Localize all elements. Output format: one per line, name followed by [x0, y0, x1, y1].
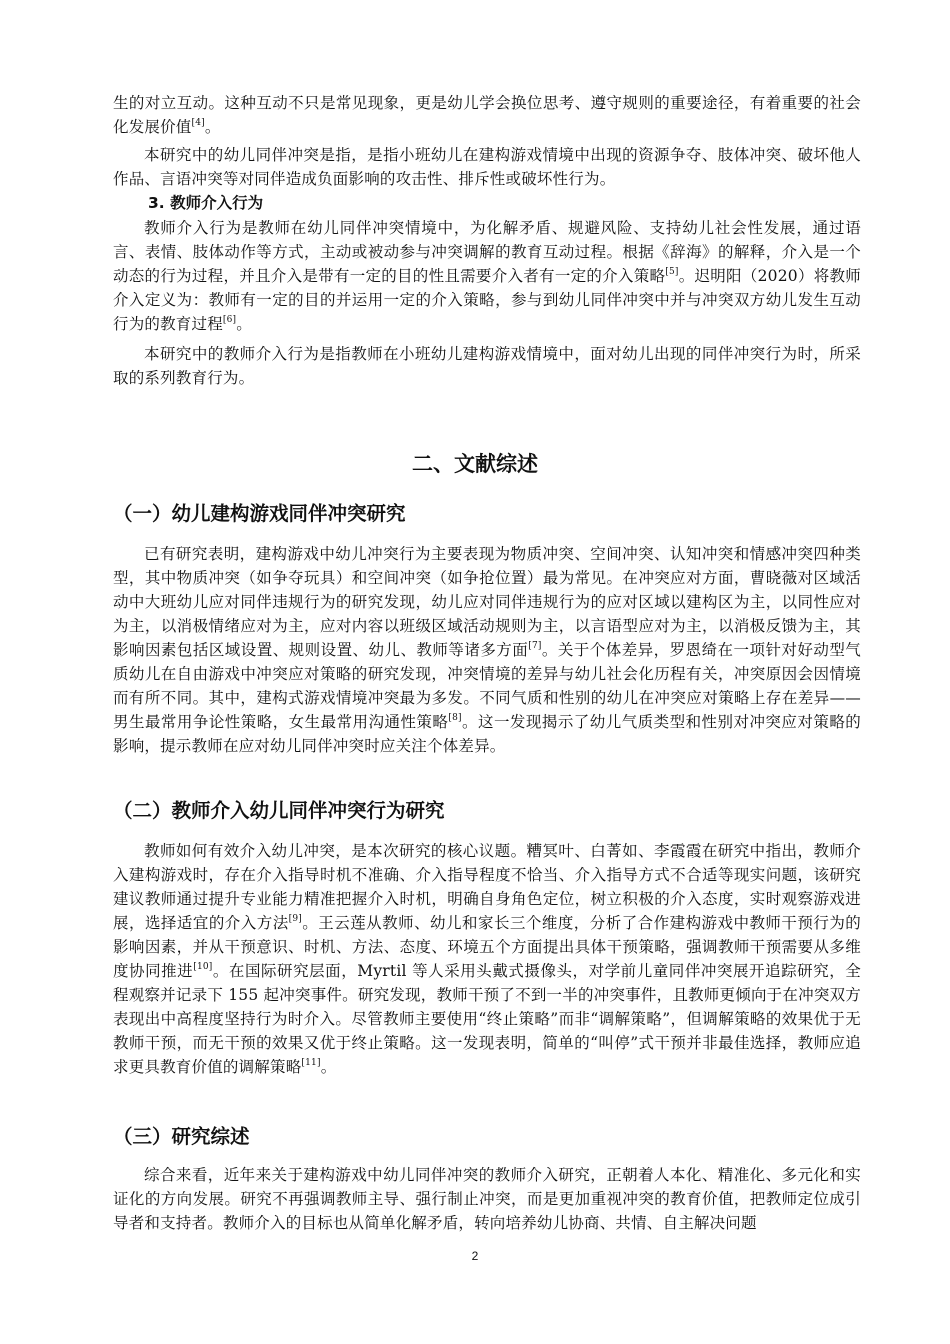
paragraph-conflict-value: 生的对立互动。这种互动不只是常见现象，更是幼儿学会换位思考、遵守规则的重要途径，有着重要的社会化发展价值[4]。	[113, 94, 861, 136]
heading-teacher-intervention: 3. 教师介入行为	[148, 194, 264, 212]
citation-11[interactable]: [11]	[301, 1058, 321, 1068]
citation-10[interactable]: [10]	[193, 962, 213, 972]
section-title-2: （二）教师介入幼儿同伴冲突行为研究	[113, 799, 445, 822]
paragraph-section-1: 已有研究表明，建构游戏中幼儿冲突行为主要表现为物质冲突、空间冲突、认知冲突和情感冲突四种类型，其中物质冲突（如争夺玩具）和空间冲突（如争抢位置）最为常见。在冲突应对方面，曹晓薇对区域活动中大班幼儿应对同伴违规行为的研究发现，幼儿应对同伴违规行为的应对区域以建构区为主，以同性应对为主，以消极情绪应对为主，应对内容以班级区域活动规则为主，以言语型应对为主，以消极反馈为主，其影响因素包括区域设置、规则设置、幼儿、教师等诸多方面[7]。关于个体差异，罗恩绮在一项针对好动型气质幼儿在自由游戏中冲突应对策略的研究发现，冲突情境的差异与幼儿社会化历程有关，冲突原因会因情境而有所不同。其中，建构式游戏情境冲突最为多发。不同气质和性别的幼儿在冲突应对策略上存在差异——男生最常用争论性策略，女生最常用沟通性策略[8]。这一发现揭示了幼儿气质类型和性别对冲突应对策略的影响，提示教师在应对幼儿同伴冲突时应关注个体差异。	[113, 545, 861, 755]
page-number: 2	[471, 1249, 479, 1263]
citation-8[interactable]: [8]	[448, 713, 462, 723]
paragraph-intervention-definition: 教师介入行为是教师在幼儿同伴冲突情境中，为化解矛盾、规避风险、支持幼儿社会性发展，通过语言、表情、肢体动作等方式，主动或被动参与冲突调解的教育互动过程。根据《辞海》的解释，介入是一个动态的行为过程，并且介入是带有一定的目的性且需要介入者有一定的介入策略[5]。迟明阳（2020）将教师介入定义为：教师有一定的目的并运用一定的介入策略，参与到幼儿同伴冲突中并与冲突双方幼儿发生互动行为的教育过程[6]。	[113, 219, 861, 333]
section-title-1: （一）幼儿建构游戏同伴冲突研究	[113, 502, 406, 525]
paragraph-conflict-definition: 本研究中的幼儿同伴冲突是指，是指小班幼儿在建构游戏情境中出现的资源争夺、肢体冲突、破坏他人作品、言语冲突等对同伴造成负面影响的攻击性、排斥性或破坏性行为。	[113, 146, 861, 188]
citation-6[interactable]: [6]	[222, 315, 237, 325]
citation-7[interactable]: [7]	[528, 641, 542, 651]
citation-5[interactable]: [5]	[665, 267, 679, 277]
paragraph-section-3: 综合来看，近年来关于建构游戏中幼儿同伴冲突的教师介入研究，正朝着人本化、精准化、多元化和实证化的方向发展。研究不再强调教师主导、强行制止冲突，而是更加重视冲突的教育价值，把教师定位成引导者和支持者。教师介入的目标也从简单化解矛盾，转向培养幼儿协商、共情、自主解决问题	[113, 1166, 861, 1232]
paragraph-intervention-scope: 本研究中的教师介入行为是指教师在小班幼儿建构游戏情境中，面对幼儿出现的同伴冲突行为时，所采取的系列教育行为。	[113, 345, 861, 387]
paragraph-section-2: 教师如何有效介入幼儿冲突，是本次研究的核心议题。糟冥叶、白菁如、李霞霞在研究中指出，教师介入建构游戏时，存在介入指导时机不准确、介入指导程度不恰当、介入指导方式不合适等现实问题，该研究建议教师通过提升专业能力精准把握介入时机，明确自身角色定位，树立积极的介入态度，实时观察游戏进展，选择适宜的介入方法[9]。王云莲从教师、幼儿和家长三个维度，分析了合作建构游戏中教师干预行为的影响因素，并从干预意识、时机、方法、态度、环境五个方面提出具体干预策略，强调教师干预需要从多维度协同推进[10]。在国际研究层面，Myrtil 等人采用头戴式摄像头，对学前儿童同伴冲突展开追踪研究，全程观察并记录下 155 起冲突事件。研究发现，教师干预了不到一半的冲突事件，且教师更倾向于在冲突双方表现出中高程度坚持行为时介入。尽管教师主要使用“终止策略”而非“调解策略”，但调解策略的效果优于无教师干预，而无干预的效果又优于终止策略。这一发现表明，简单的“叫停”式干预并非最佳选择，教师应追求更具教育价值的调解策略[11]。	[113, 842, 861, 1076]
section-title-3: （三）研究综述	[113, 1125, 250, 1148]
citation-4[interactable]: [4]	[191, 118, 205, 128]
chapter-title: 二、文献综述	[412, 452, 538, 476]
citation-9[interactable]: [9]	[288, 914, 303, 924]
